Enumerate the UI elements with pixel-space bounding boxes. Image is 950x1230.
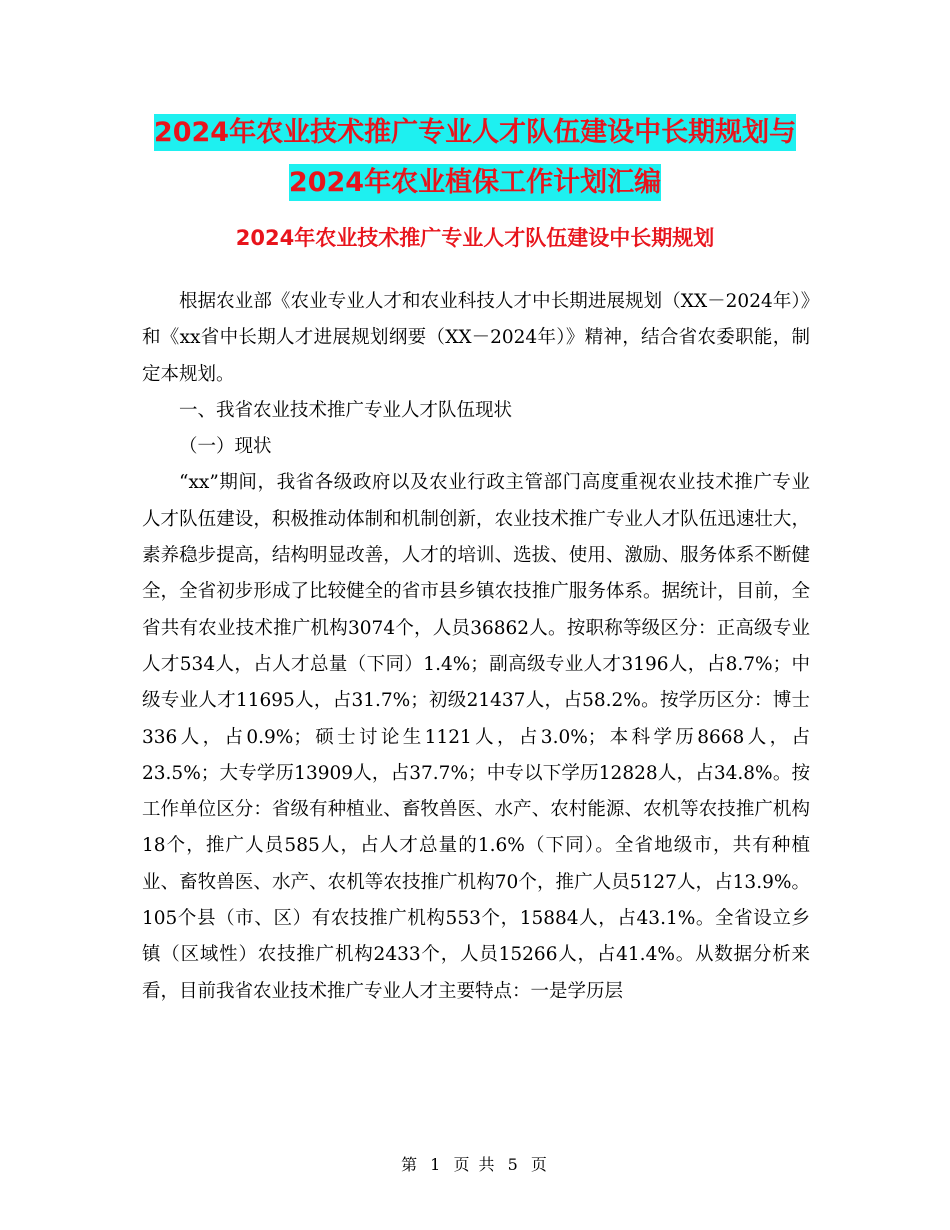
footer-mid: 页 共 <box>453 1155 497 1174</box>
heading-section-1: 一、我省农业技术推广专业人才队伍现状 <box>179 399 513 421</box>
heading-subsection-1: （一）现状 <box>179 436 272 458</box>
paragraph-intro: 根据农业部《农业专业人才和农业科技人才中长期进展规划（XX－2024年）》和《xx省中长期人才进展规划纲要（XX－2024年）》精神，结合省农委职能，制定本规划。 <box>142 291 810 385</box>
footer-page-current: 1 <box>430 1155 443 1174</box>
paragraph-status: “xx”期间，我省各级政府以及农业行政主管部门高度重视农业技术推广专业人才队伍建设，积极推动体制和机制创新，农业技术推广专业人才队伍迅速壮大，素养稳步提高，结构明显改善，人才的培训、选拔、使用、激励、服务体系不断健全，全省初步形成了比较健全的省市县乡镇农技推广服务体系。据统计，目前，全省共有农业技术推广机构3074个，人员36862人。按职称等级区分：正高级专业人才534人，占人才总量（下同）1.4%；副高级专业人才3196人，占8.7%；中级专业人才11695人，占31.7%；初级21437人，占58.2%。按学历区分：博士336人，占0.9%；硕士讨论生1121人，占3.0%；本科学历8668人，占23.5%；大专学历13909人，占37.7%；中专以下学历12828人，占34.8%。按工作单位区分：省级有种植业、畜牧兽医、水产、农村能源、农机等农技推广机构18个，推广人员585人，占人才总量的1.6%（下同）。全省地级市，共有种植业、畜牧兽医、水产、农机等农技推广机构70个，推广人员5127人，占13.9%。105个县（市、区）有农技推广机构553个，15884人，占43.1%。全省设立乡镇（区域性）农技推广机构2433个，人员15266人，占41.4%。从数据分析来看，目前我省农业技术推广专业人才主要特点：一是学历层 <box>142 472 810 1002</box>
footer-prefix: 第 <box>401 1155 420 1174</box>
title-line-1: 2024年农业技术推广专业人才队伍建设中长期规划与 <box>154 114 796 151</box>
page-footer <box>0 1152 950 1175</box>
footer-suffix: 页 <box>530 1155 549 1174</box>
footer-page-total: 5 <box>507 1155 520 1174</box>
title-line-2: 2024年农业植保工作计划汇编 <box>289 164 661 201</box>
section-title: 2024年农业技术推广专业人才队伍建设中长期规划 <box>235 226 715 250</box>
document-body <box>142 284 810 1010</box>
document-title <box>0 108 950 208</box>
